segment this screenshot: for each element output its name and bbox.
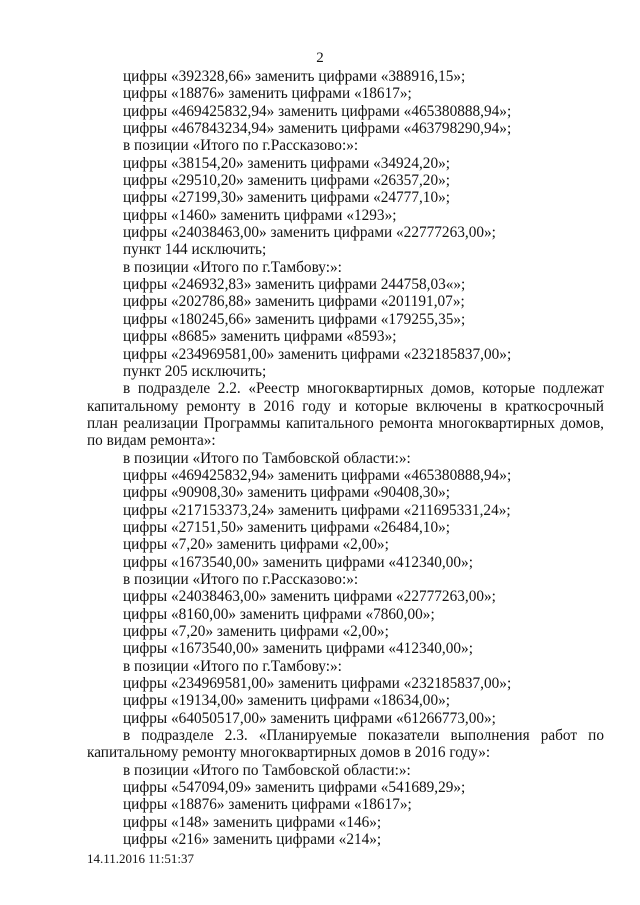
text-line: цифры «148» заменить цифрами «146»; xyxy=(123,813,382,831)
page-number: 2 xyxy=(316,50,324,66)
text-line: план реализации Программы капитального ремонта многоквартирных домов, xyxy=(87,414,604,432)
text-line: в позиции «Итого по г.Рассказово:»: xyxy=(123,570,359,588)
text-line: цифры «469425832,94» заменить цифрами «465380888,94»; xyxy=(123,466,512,484)
text-line: пункт 205 исключить; xyxy=(123,362,267,380)
text-line: по видам ремонта»: xyxy=(87,432,216,450)
text-line: цифры «64050517,00» заменить цифрами «61266773,00»; xyxy=(123,709,496,727)
text-line: цифры «392328,66» заменить цифрами «388916,15»; xyxy=(123,68,466,85)
text-line: цифры «7,20» заменить цифрами «2,00»; xyxy=(123,623,389,640)
text-line: цифры «24038463,00» заменить цифрами «22777263,00»; xyxy=(123,224,496,242)
text-line: цифры «19134,00» заменить цифрами «18634,00»; xyxy=(123,692,451,710)
text-line: капитальному ремонту многоквартирных домов в 2016 году»: xyxy=(87,744,491,762)
text-line: цифры «202786,88» заменить цифрами «201191,07»; xyxy=(123,293,465,311)
text-line: цифры «29510,20» заменить цифрами «26357,20»; xyxy=(123,172,451,190)
text-line: цифры «234969581,00» заменить цифрами «232185837,00»; xyxy=(123,345,512,363)
text-line: цифры «216» заменить цифрами «214»; xyxy=(123,831,382,849)
text-line: цифры «24038463,00» заменить цифрами «22777263,00»; xyxy=(123,588,496,606)
text-line: цифры «217153373,24» заменить цифрами «211695331,24»; xyxy=(123,501,511,519)
text-line: цифры «7,20» заменить цифрами «2,00»; xyxy=(123,536,389,554)
text-line: цифры «1460» заменить цифрами «1293»; xyxy=(123,206,397,224)
text-line: цифры «180245,66» заменить цифрами «179255,35»; xyxy=(123,310,466,328)
text-line: в позиции «Итого по г.Тамбову:»: xyxy=(123,258,342,276)
text-line: в позиции «Итого по Тамбовской области:»: xyxy=(123,761,411,779)
text-line: цифры «27199,30» заменить цифрами «24777,10»; xyxy=(123,189,451,207)
text-line: цифры «1673540,00» заменить цифрами «412340,00»; xyxy=(123,640,473,658)
text-line: в позиции «Итого по Тамбовской области:»: xyxy=(123,449,411,467)
text-line: цифры «246932,83» заменить цифрами 244758,03«»; xyxy=(123,276,466,294)
document-body xyxy=(87,68,604,848)
text-line: в подразделе 2.2. «Реестр многоквартирных домов, которые подлежат xyxy=(123,380,604,398)
text-line: цифры «8160,00» заменить цифрами «7860,00»; xyxy=(123,605,435,623)
text-line: цифры «547094,09» заменить цифрами «541689,29»; xyxy=(123,779,466,797)
text-line: в подразделе 2.3. «Планируемые показатели выполнения работ по xyxy=(123,727,604,745)
text-line: цифры «38154,20» заменить цифрами «34924,20»; xyxy=(123,154,451,172)
text-line: в позиции «Итого по г.Тамбову:»: xyxy=(123,657,342,675)
text-line: цифры «234969581,00» заменить цифрами «232185837,00»; xyxy=(123,675,512,693)
text-line: цифры «18876» заменить цифрами «18617»; xyxy=(123,85,412,103)
text-line: в позиции «Итого по г.Рассказово:»: xyxy=(123,137,359,155)
text-line: цифры «1673540,00» заменить цифрами «412340,00»; xyxy=(123,553,473,571)
text-line: пункт 144 исключить; xyxy=(123,241,267,259)
text-line: цифры «469425832,94» заменить цифрами «465380888,94»; xyxy=(123,102,512,120)
footer-timestamp: 14.11.2016 11:51:37 xyxy=(87,851,195,866)
text-line: цифры «467843234,94» заменить цифрами «463798290,94»; xyxy=(123,120,512,138)
text-line: цифры «27151,50» заменить цифрами «26484,10»; xyxy=(123,518,451,536)
text-line: цифры «18876» заменить цифрами «18617»; xyxy=(123,796,412,814)
text-line: капитальному ремонту в 2016 году и которые включены в краткосрочный xyxy=(87,397,604,415)
text-line: цифры «90908,30» заменить цифрами «90408,30»; xyxy=(123,484,451,502)
text-line: цифры «8685» заменить цифрами «8593»; xyxy=(123,328,397,346)
